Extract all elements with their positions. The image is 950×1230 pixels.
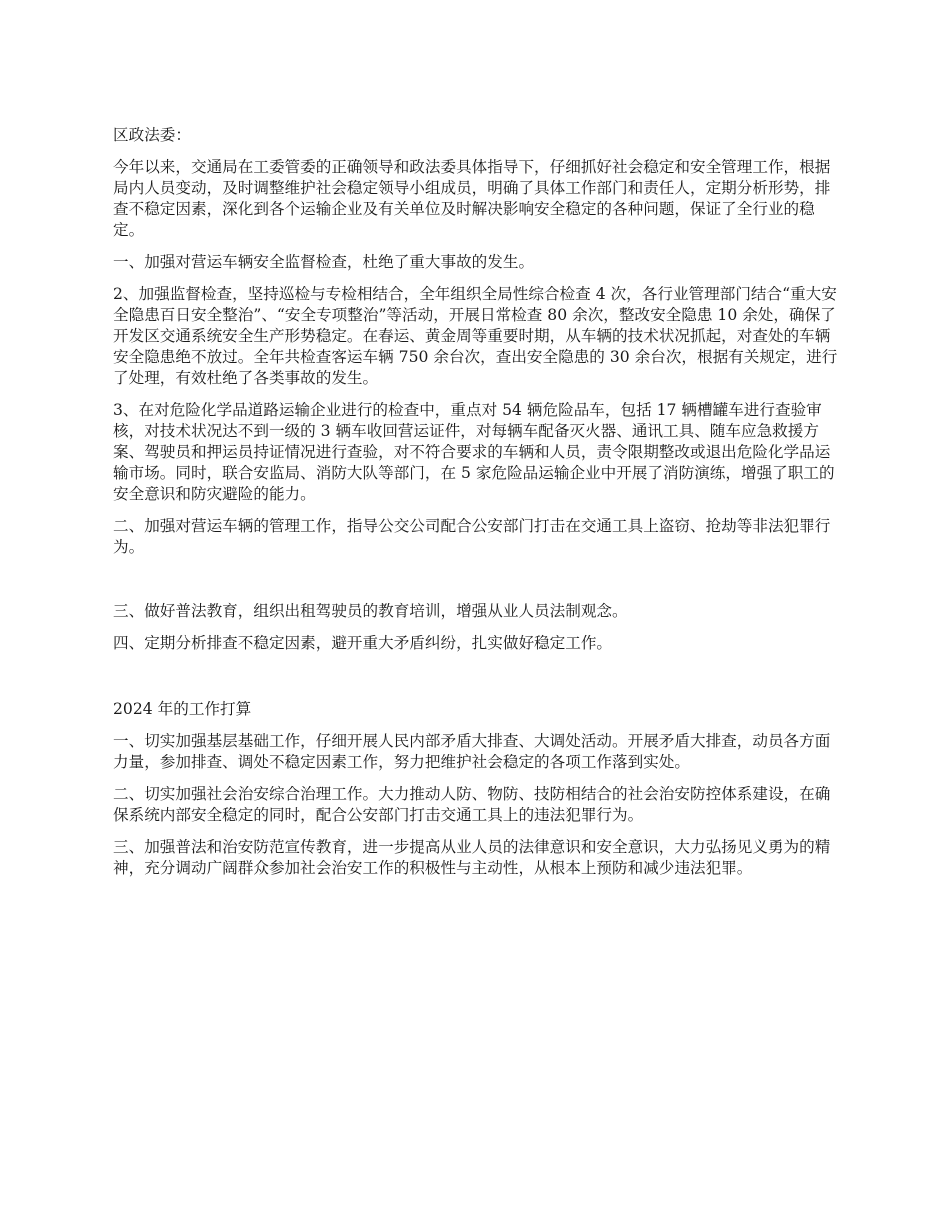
blank-spacer	[113, 665, 840, 699]
blank-spacer	[113, 569, 840, 601]
section-1-heading: 一、加强对营运车辆安全监督检查，杜绝了重大事故的发生。	[113, 253, 535, 271]
document-body	[113, 125, 840, 890]
intro-paragraph: 今年以来，交通局在工委管委的正确领导和政法委具体指导下，仔细抓好社会稳定和安全管理工作，根据局内人员变动，及时调整维护社会稳定领导小组成员，明确了具体工作部门和责任人，定期分析形势，排查不稳定因素，深化到各个运输企业及有关单位及时解决影响安全稳定的各种问题，保证了全行业的稳定。	[113, 158, 831, 239]
section-4-paragraph: 四、定期分析排查不稳定因素，避开重大矛盾纠纷，扎实做好稳定工作。	[113, 634, 613, 652]
item-2-paragraph: 2、加强监督检查，坚持巡检与专检相结合，全年组织全局性综合检查 4 次，各行业管理部门结合“重大安全隐患百日安全整治”、“安全专项整治”等活动，开展日常检查 80 余次，整改安全隐患 10 余处，确保了开发区交通系统安全生产形势稳定。在春运、黄金周等重要时期，从车辆的技术状况抓起，对查处的车辆安全隐患绝不放过。全年共检查客运车辆 750 余台次，查出安全隐患的 30 余台次，根据有关规定，进行了处理，有效杜绝了各类事故的发生。	[113, 285, 838, 387]
salutation: 区政法委：	[113, 126, 191, 144]
plan-1-paragraph: 一、切实加强基层基础工作，仔细开展人民内部矛盾大排查、大调处活动。开展矛盾大排查，动员各方面力量，参加排查、调处不稳定因素工作，努力把维护社会稳定的各项工作落到实处。	[113, 732, 831, 771]
plan-2-paragraph: 二、切实加强社会治安综合治理工作。大力推动人防、物防、技防相结合的社会治安防控体系建设，在确保系统内部安全稳定的同时，配合公安部门打击交通工具上的违法犯罪行为。	[113, 785, 831, 824]
item-3-paragraph: 3、在对危险化学品道路运输企业进行的检查中，重点对 54 辆危险品车，包括 17 辆槽罐车进行查验审核，对技术状况达不到一级的 3 辆车收回营运证件，对每辆车配备灭火器、通讯工具、随车应急救援方案、驾驶员和押运员持证情况进行查验，对不符合要求的车辆和人员，责令限期整改或退出危险化学品运输市场。同时，联合安监局、消防大队等部门，在 5 家危险品运输企业中开展了消防演练，增强了职工的安全意识和防灾避险的能力。	[113, 401, 835, 503]
plan-heading: 2024 年的工作打算	[113, 700, 252, 718]
section-3-paragraph: 三、做好普法教育，组织出租驾驶员的教育培训，增强从业人员法制观念。	[113, 602, 628, 620]
section-2-paragraph: 二、加强对营运车辆的管理工作，指导公交公司配合公安部门打击在交通工具上盗窃、抢劫等非法犯罪行为。	[113, 517, 831, 556]
plan-3-paragraph: 三、加强普法和治安防范宣传教育，进一步提高从业人员的法律意识和安全意识，大力弘扬见义勇为的精神，充分调动广阔群众参加社会治安工作的积极性与主动性，从根本上预防和减少违法犯罪。	[113, 838, 831, 877]
